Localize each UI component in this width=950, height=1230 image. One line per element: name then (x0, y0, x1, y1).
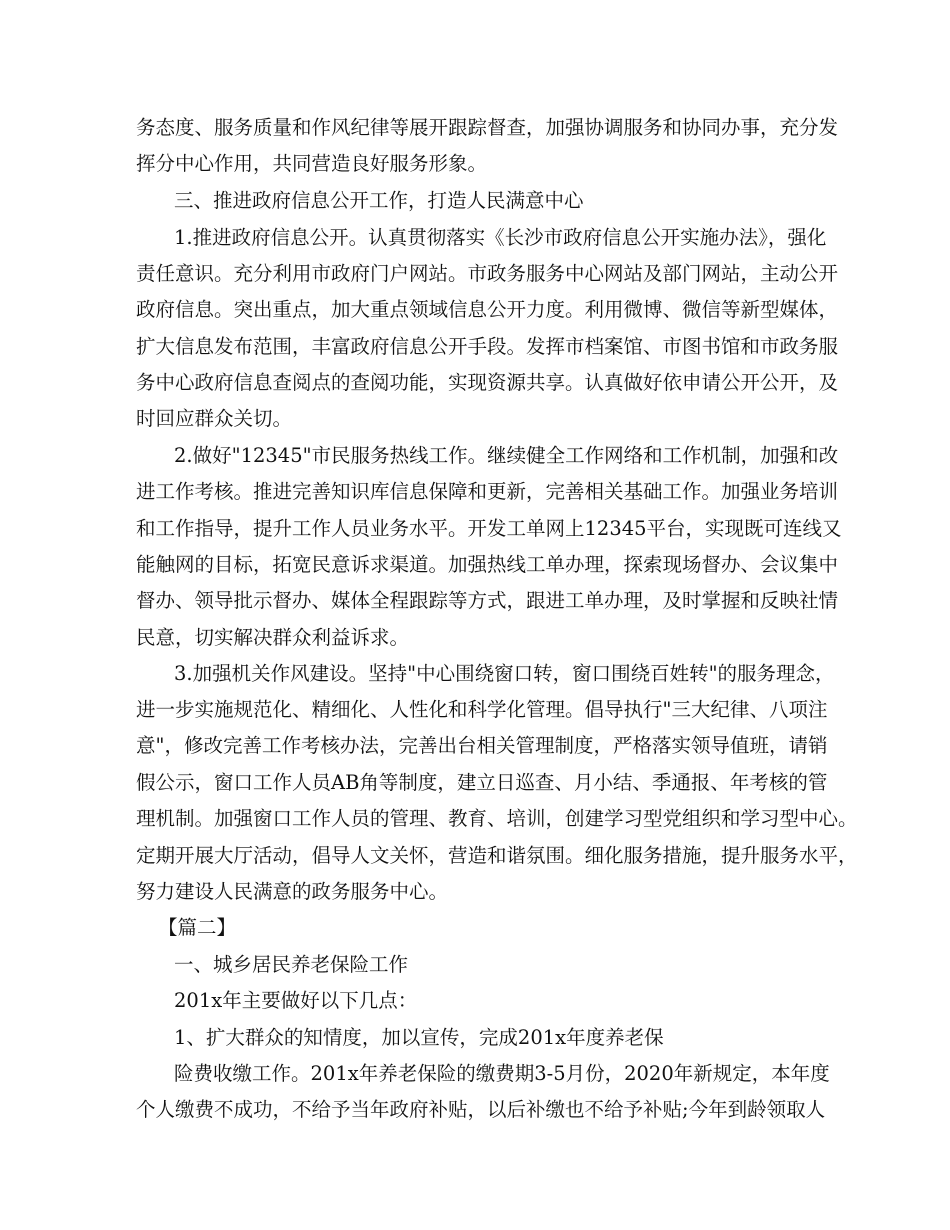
paragraph-line: 进一步实施规范化、精细化、人性化和科学化管理。倡导执行"三大纪律、八项注 (136, 698, 828, 721)
part-heading: 【篇二】 (158, 916, 237, 939)
paragraph-line: 2.做好"12345"市民服务热线工作。继续健全工作网络和工作机制，加强和改 (174, 444, 839, 467)
paragraph-line: 1.推进政府信息公开。认真贯彻落实《长沙市政府信息公开实施办法》，强化 (174, 226, 827, 249)
paragraph-line: 假公示，窗口工作人员AB角等制度，建立日巡查、月小结、季通报、年考核的管 (136, 771, 828, 794)
paragraph-line: 挥分中心作用，共同营造良好服务形象。 (136, 152, 488, 175)
paragraph-line: 责任意识。充分利用市政府门户网站。市政务服务中心网站及部门网站，主动公开 (136, 262, 839, 285)
paragraph-line: 进工作考核。推进完善知识库信息保障和更新，完善相关基础工作。加强业务培训 (136, 480, 839, 503)
paragraph-line: 201x年主要做好以下几点： (174, 989, 418, 1012)
paragraph-line: 3.加强机关作风建设。坚持"中心围绕窗口转，窗口围绕百姓转"的服务理念， (174, 662, 835, 685)
paragraph-line: 和工作指导，提升工作人员业务水平。开发工单网上12345平台，实现既可连线又 (136, 517, 842, 540)
paragraph-line: 民意，切实解决群众利益诉求。 (136, 626, 410, 649)
paragraph-line: 理机制。加强窗口工作人员的管理、教育、培训，创建学习型党组织和学习型中心。 (136, 807, 858, 830)
paragraph-line: 务中心政府信息查阅点的查阅功能，实现资源共享。认真做好依申请公开公开，及 (136, 371, 839, 394)
paragraph-line: 务态度、服务质量和作风纪律等展开跟踪督查，加强协调服务和协同办事，充分发 (136, 116, 839, 139)
section-heading: 一、城乡居民养老保险工作 (174, 953, 409, 976)
paragraph-line: 险费收缴工作。201x年养老保险的缴费期3-5月份，2020年新规定，本年度 (174, 1062, 830, 1085)
paragraph-line: 扩大信息发布范围，丰富政府信息公开手段。发挥市档案馆、市图书馆和市政务服 (136, 335, 839, 358)
paragraph-line: 政府信息。突出重点，加大重点领域信息公开力度。利用微博、微信等新型媒体， (136, 298, 839, 321)
paragraph-line: 1、扩大群众的知情度，加以宣传，完成201x年度养老保 (174, 1026, 664, 1049)
section-heading: 三、推进政府信息公开工作，打造人民满意中心 (174, 189, 584, 212)
paragraph-line: 努力建设人民满意的政务服务中心。 (136, 880, 449, 903)
paragraph-line: 意"，修改完善工作考核办法，完善出台相关管理制度，严格落实领导值班，请销 (136, 734, 828, 757)
paragraph-line: 定期开展大厅活动，倡导人文关怀，营造和谐氛围。细化服务措施，提升服务水平， (136, 844, 858, 867)
paragraph-line: 个人缴费不成功，不给予当年政府补贴，以后补缴也不给予补贴;今年到龄领取人 (136, 1098, 826, 1121)
paragraph-line: 时回应群众关切。 (136, 407, 293, 430)
paragraph-line: 能触网的目标，拓宽民意诉求渠道。加强热线工单办理，探索现场督办、会议集中 (136, 553, 839, 576)
paragraph-line: 督办、领导批示督办、媒体全程跟踪等方式，跟进工单办理，及时掌握和反映社情 (136, 589, 839, 612)
